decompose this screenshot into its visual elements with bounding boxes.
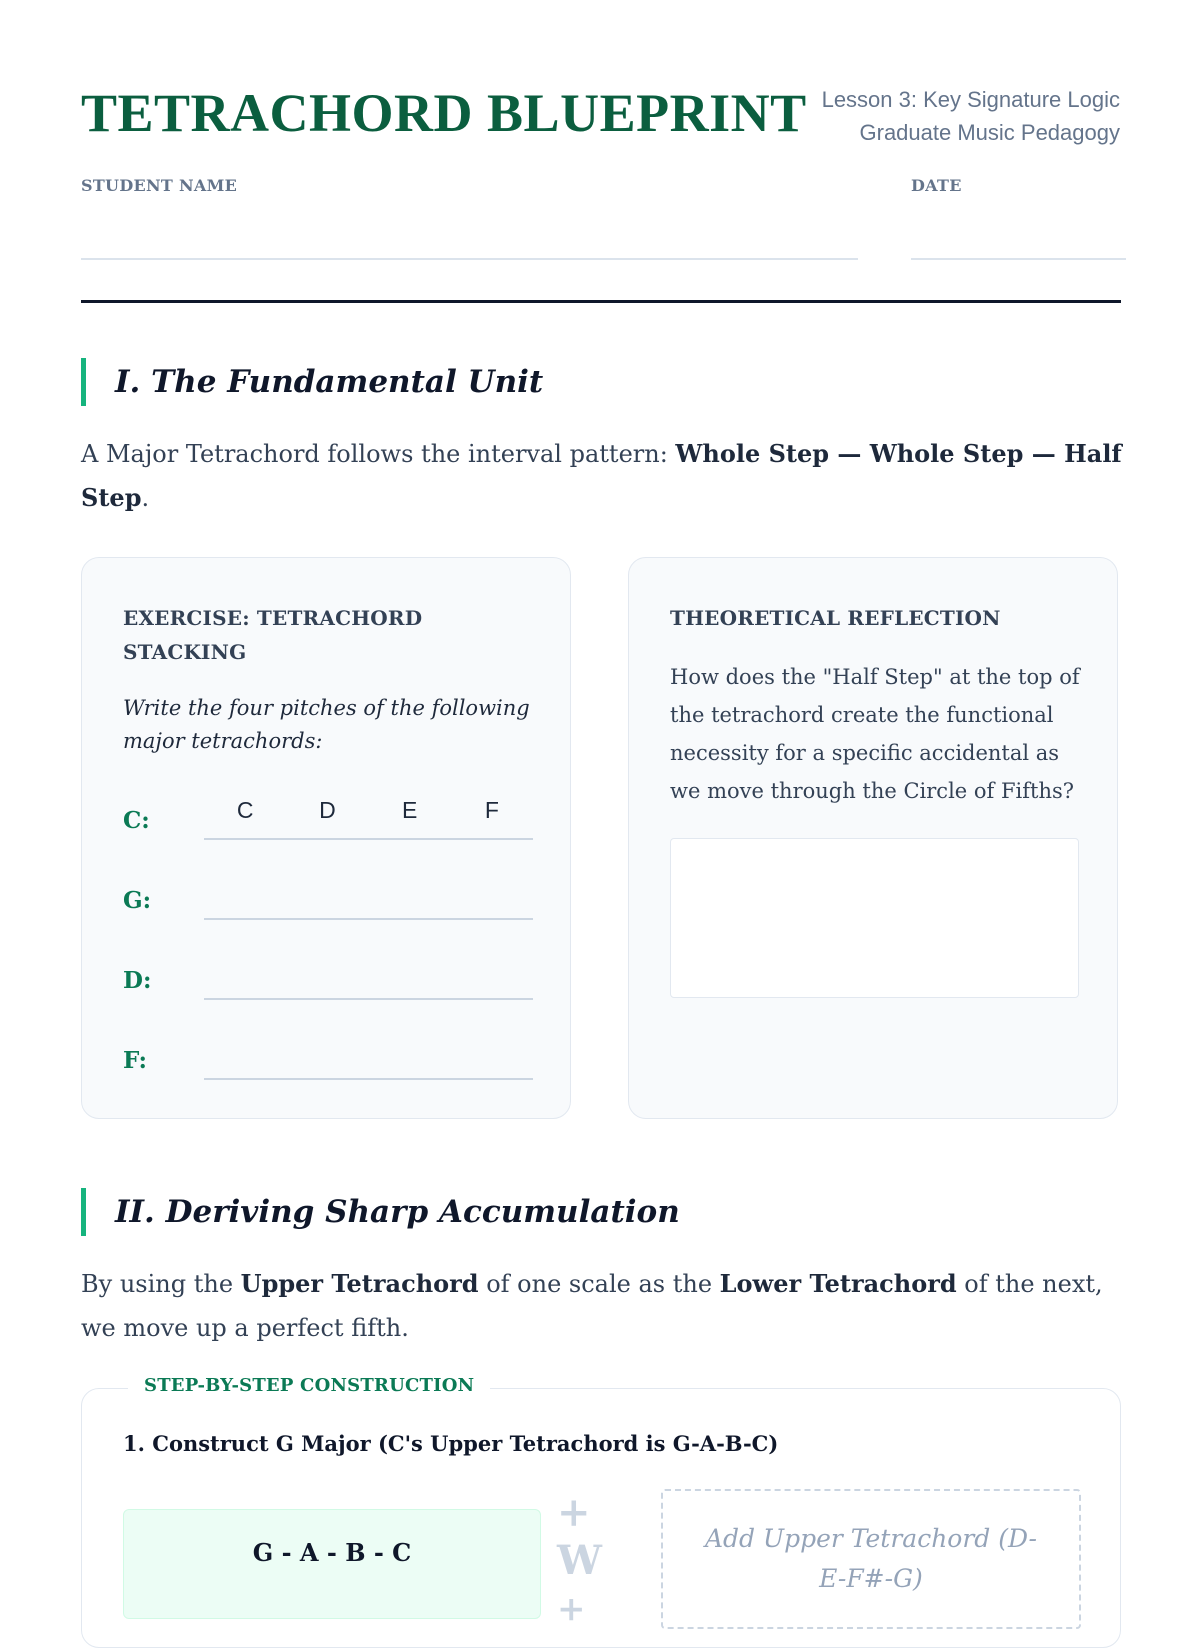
lesson-title: Lesson 3: Key Signature Logic <box>821 87 1120 112</box>
plus-label: + <box>557 1589 586 1629</box>
date-label: DATE <box>911 176 962 195</box>
note: C <box>236 797 254 823</box>
header-divider <box>81 300 1121 303</box>
tetrachord-row-c <box>123 780 533 840</box>
reflection-card <box>628 557 1118 1119</box>
intro-text: By using the <box>81 1270 241 1298</box>
section-2-heading: II. Deriving Sharp Accumulation <box>81 1188 680 1236</box>
upper-tetrachord-dropzone[interactable]: Add Upper Tetrachord (D-E-F#-G) <box>661 1489 1081 1629</box>
tetrachord-row-f <box>123 1020 533 1080</box>
exercise-instructions: Write the four pitches of the following major tetrachords: <box>123 696 530 753</box>
step-1-title: 1. Construct G Major (C's Upper Tetrachord is G-A-B-C) <box>123 1431 779 1456</box>
tetrachord-row-g <box>123 860 533 920</box>
note: D <box>319 797 336 823</box>
lesson-info <box>822 83 1120 149</box>
tetrachord-answer-line[interactable] <box>204 1078 533 1080</box>
student-name-label: STUDENT NAME <box>81 176 238 195</box>
intro-period: . <box>141 484 150 512</box>
exercise-title: EXERCISE: TETRACHORD STACKING <box>123 606 423 664</box>
tetrachord-notes <box>204 797 533 824</box>
note: F <box>484 797 499 823</box>
given-tetrachord: G - A - B - C <box>123 1509 541 1619</box>
tetrachord-answer-line[interactable] <box>204 918 533 920</box>
intro-text: A Major Tetrachord follows the interval pattern: <box>81 440 676 468</box>
date-field[interactable] <box>911 258 1126 260</box>
tetrachord-key: C: <box>123 807 150 834</box>
exercise-card <box>81 557 571 1119</box>
course-name: Graduate Music Pedagogy <box>859 120 1120 145</box>
student-name-field[interactable] <box>81 258 858 260</box>
reflection-question: How does the "Half Step" at the top of the tetrachord create the functional necessity for a specific accidental as we move through the Circle of Fifths? <box>670 665 1080 803</box>
reflection-answer-box[interactable] <box>670 838 1079 998</box>
construction-fieldset <box>81 1375 1121 1648</box>
tetrachord-answer-line[interactable] <box>204 998 533 1000</box>
section-2-intro <box>81 1262 1126 1350</box>
whole-step-connector <box>557 1489 637 1633</box>
section-1-intro <box>81 432 1126 520</box>
tetrachord-key: G: <box>123 887 152 914</box>
tetrachord-key: D: <box>123 967 152 994</box>
upper-tetrachord-term: Upper Tetrachord <box>240 1269 479 1298</box>
lower-tetrachord-term: Lower Tetrachord <box>719 1269 957 1298</box>
reflection-title: THEORETICAL REFLECTION <box>670 606 1001 630</box>
intro-text: of the next, we move up a perfect fifth. <box>81 1270 1103 1342</box>
worksheet-title: TETRACHORD BLUEPRINT <box>81 83 807 143</box>
construction-legend: STEP-BY-STEP CONSTRUCTION <box>128 1375 490 1396</box>
tetrachord-answer-line[interactable] <box>204 838 533 840</box>
intro-text: of one scale as the <box>478 1270 720 1298</box>
tetrachord-row-d <box>123 940 533 1000</box>
section-1-heading: I. The Fundamental Unit <box>81 358 543 406</box>
interval-pattern: Whole Step — Whole Step — Half Step <box>81 439 1122 512</box>
plus-w-label: + W <box>557 1489 602 1584</box>
tetrachord-key: F: <box>123 1047 147 1074</box>
note: E <box>401 797 418 823</box>
